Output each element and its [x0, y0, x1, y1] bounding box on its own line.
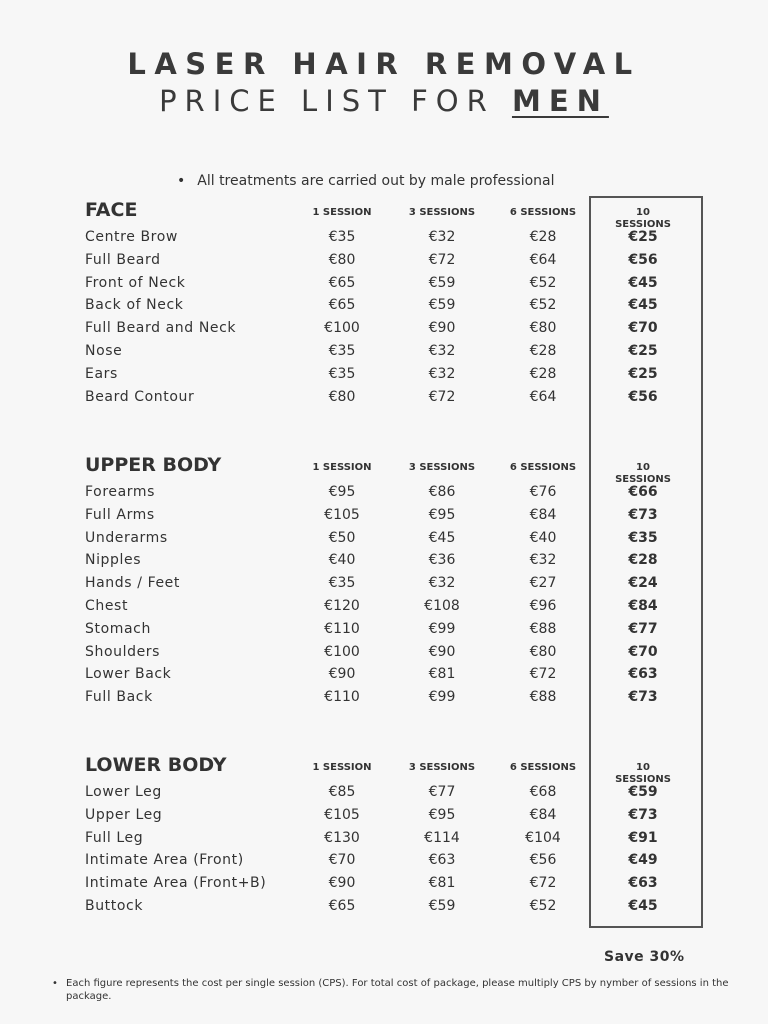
price-1-session: €35 — [328, 575, 356, 592]
price-6-sessions: €72 — [529, 666, 557, 683]
price-3-sessions: €32 — [428, 229, 456, 245]
price-6-sessions: €27 — [529, 575, 557, 592]
footnote-text: Each figure represents the cost per single session (CPS). For total cost of package, please multiply CPS by nymber of sessions in the package. — [66, 978, 729, 1002]
treatment-name: Back of Neck — [85, 297, 184, 314]
price-6-sessions: €76 — [529, 484, 557, 500]
subtitle-prefix: PRICE LIST FOR — [159, 84, 512, 118]
price-row — [0, 507, 768, 529]
column-header — [498, 762, 588, 773]
save-note: Save 30% — [604, 949, 685, 965]
treatment-name: Forearms — [85, 484, 156, 500]
price-row — [0, 621, 768, 643]
footnote — [52, 977, 732, 1003]
page-title: LASER HAIR REMOVAL — [127, 47, 641, 81]
treatment-name: Hands / Feet — [85, 575, 180, 592]
price-row — [0, 297, 768, 319]
column-header — [603, 207, 683, 231]
price-10-sessions: €56 — [628, 251, 658, 268]
price-3-sessions: €72 — [428, 251, 456, 268]
price-10-sessions: €45 — [628, 274, 658, 291]
price-1-session: €105 — [324, 506, 360, 523]
price-10-sessions: €73 — [628, 689, 658, 706]
price-3-sessions: €114 — [424, 829, 460, 846]
price-1-session: €80 — [328, 251, 356, 268]
price-6-sessions: €80 — [529, 643, 557, 660]
column-header — [397, 762, 487, 773]
price-10-sessions: €91 — [628, 829, 658, 846]
treatment-name: Shoulders — [85, 643, 161, 660]
price-row — [0, 229, 768, 251]
price-10-sessions: €25 — [628, 343, 658, 359]
column-header-label: 10 — [636, 762, 650, 773]
treatment-name: Beard Contour — [85, 388, 195, 405]
price-row — [0, 875, 768, 897]
price-3-sessions: €32 — [428, 365, 456, 382]
treatment-name: Lower Leg — [85, 784, 162, 800]
price-3-sessions: €90 — [428, 643, 456, 660]
price-3-sessions: €95 — [428, 506, 456, 523]
section-title: FACE — [85, 199, 138, 221]
column-header — [498, 207, 588, 218]
price-6-sessions: €84 — [529, 806, 557, 823]
price-6-sessions: €80 — [529, 320, 557, 337]
price-1-session: €120 — [324, 598, 360, 614]
price-6-sessions: €88 — [529, 620, 557, 637]
price-1-session: €65 — [328, 274, 356, 291]
treatment-name: Upper Leg — [85, 806, 163, 823]
price-10-sessions: €28 — [628, 552, 658, 569]
price-10-sessions: €63 — [628, 875, 658, 892]
column-header-label: SESSIONS — [615, 219, 671, 230]
treatment-name: Intimate Area (Front) — [85, 852, 244, 869]
price-1-session: €110 — [324, 689, 360, 706]
column-header-label: 6 SESSIONS — [509, 762, 577, 773]
price-6-sessions: €104 — [525, 829, 561, 846]
column-header-label: 6 SESSIONS — [509, 462, 577, 473]
price-6-sessions: €32 — [529, 552, 557, 569]
price-10-sessions: €59 — [628, 784, 658, 800]
price-10-sessions: €84 — [628, 598, 658, 614]
price-6-sessions: €28 — [529, 229, 557, 245]
price-10-sessions: €73 — [628, 806, 658, 823]
price-3-sessions: €59 — [428, 898, 456, 914]
price-10-sessions: €63 — [628, 666, 658, 683]
price-10-sessions: €24 — [628, 575, 658, 592]
price-1-session: €105 — [324, 806, 360, 823]
price-1-session: €130 — [324, 829, 360, 846]
column-header-label: SESSIONS — [615, 474, 671, 485]
section-title: LOWER BODY — [85, 754, 227, 776]
treatment-name: Full Arms — [85, 506, 155, 523]
price-10-sessions: €56 — [628, 388, 658, 405]
price-row — [0, 644, 768, 666]
price-3-sessions: €81 — [428, 875, 456, 892]
column-header-label: 10 — [636, 462, 650, 473]
price-10-sessions: €49 — [628, 852, 658, 869]
treatment-name: Nipples — [85, 552, 142, 569]
price-6-sessions: €88 — [529, 689, 557, 706]
price-3-sessions: €81 — [428, 666, 456, 683]
price-row — [0, 389, 768, 411]
price-1-session: €35 — [328, 365, 356, 382]
price-row — [0, 784, 768, 806]
treatment-name: Full Beard — [85, 251, 161, 268]
price-6-sessions: €84 — [529, 506, 557, 523]
price-3-sessions: €72 — [428, 388, 456, 405]
price-6-sessions: €64 — [529, 388, 557, 405]
price-1-session: €100 — [324, 320, 360, 337]
price-1-session: €80 — [328, 388, 356, 405]
price-3-sessions: €77 — [428, 784, 456, 800]
treatment-name: Chest — [85, 598, 129, 614]
price-10-sessions: €70 — [628, 643, 658, 660]
treatment-name: Centre Brow — [85, 229, 178, 245]
bullet-icon: • — [177, 173, 186, 189]
price-10-sessions: €35 — [628, 529, 658, 546]
professional-note-text: All treatments are carried out by male professional — [197, 173, 555, 189]
price-row — [0, 689, 768, 711]
column-header — [302, 462, 382, 473]
price-6-sessions: €28 — [529, 343, 557, 359]
price-1-session: €100 — [324, 643, 360, 660]
column-header — [397, 207, 487, 218]
column-header — [603, 462, 683, 486]
column-header-label: 3 SESSIONS — [408, 207, 476, 218]
treatment-name: Front of Neck — [85, 274, 186, 291]
price-6-sessions: €52 — [529, 274, 557, 291]
price-3-sessions: €86 — [428, 484, 456, 500]
price-3-sessions: €59 — [428, 297, 456, 314]
price-1-session: €70 — [328, 852, 356, 869]
price-10-sessions: €25 — [628, 365, 658, 382]
price-1-session: €40 — [328, 552, 356, 569]
column-header-label: 10 — [636, 207, 650, 218]
price-row — [0, 484, 768, 506]
price-1-session: €85 — [328, 784, 356, 800]
price-3-sessions: €32 — [428, 575, 456, 592]
price-6-sessions: €40 — [529, 529, 557, 546]
price-10-sessions: €66 — [628, 484, 658, 500]
column-header-label: 3 SESSIONS — [408, 462, 476, 473]
section-title: UPPER BODY — [85, 454, 222, 476]
price-1-session: €35 — [328, 229, 356, 245]
price-row — [0, 343, 768, 365]
price-6-sessions: €68 — [529, 784, 557, 800]
price-1-session: €95 — [328, 484, 356, 500]
treatment-name: Stomach — [85, 620, 151, 637]
price-10-sessions: €77 — [628, 620, 658, 637]
treatment-name: Ears — [85, 365, 118, 382]
price-3-sessions: €99 — [428, 689, 456, 706]
price-1-session: €90 — [328, 666, 356, 683]
price-6-sessions: €28 — [529, 365, 557, 382]
price-10-sessions: €25 — [628, 229, 658, 245]
column-header-label: 6 SESSIONS — [509, 207, 577, 218]
price-6-sessions: €56 — [529, 852, 557, 869]
price-6-sessions: €96 — [529, 598, 557, 614]
price-row — [0, 275, 768, 297]
price-row — [0, 320, 768, 342]
treatment-name: Intimate Area (Front+B) — [85, 875, 267, 892]
price-1-session: €110 — [324, 620, 360, 637]
page-subtitle — [0, 84, 768, 118]
price-3-sessions: €99 — [428, 620, 456, 637]
price-1-session: €65 — [328, 297, 356, 314]
column-header — [603, 762, 683, 786]
column-header-label: 1 SESSION — [312, 207, 372, 218]
price-row — [0, 552, 768, 574]
treatment-name: Underarms — [85, 529, 168, 546]
column-header-label: SESSIONS — [615, 774, 671, 785]
price-3-sessions: €63 — [428, 852, 456, 869]
price-1-session: €35 — [328, 343, 356, 359]
treatment-name: Lower Back — [85, 666, 172, 683]
price-10-sessions: €45 — [628, 898, 658, 914]
price-10-sessions: €45 — [628, 297, 658, 314]
price-10-sessions: €70 — [628, 320, 658, 337]
professional-note — [177, 173, 555, 189]
price-3-sessions: €36 — [428, 552, 456, 569]
price-row — [0, 898, 768, 920]
column-header-label: 1 SESSION — [312, 462, 372, 473]
price-6-sessions: €72 — [529, 875, 557, 892]
price-10-sessions: €73 — [628, 506, 658, 523]
bullet-icon: • — [52, 978, 58, 989]
price-row — [0, 575, 768, 597]
price-3-sessions: €108 — [424, 598, 460, 614]
column-header-label: 1 SESSION — [312, 762, 372, 773]
price-1-session: €65 — [328, 898, 356, 914]
treatment-name: Full Leg — [85, 829, 144, 846]
price-6-sessions: €52 — [529, 297, 557, 314]
subtitle-emphasis: MEN — [511, 84, 609, 118]
price-6-sessions: €64 — [529, 251, 557, 268]
treatment-name: Buttock — [85, 898, 144, 914]
treatment-name: Full Back — [85, 689, 153, 706]
price-6-sessions: €52 — [529, 898, 557, 914]
price-row — [0, 830, 768, 852]
column-header — [302, 207, 382, 218]
treatment-name: Nose — [85, 343, 123, 359]
price-3-sessions: €90 — [428, 320, 456, 337]
price-row — [0, 252, 768, 274]
price-row — [0, 852, 768, 874]
column-header — [397, 462, 487, 473]
column-header — [302, 762, 382, 773]
column-header-label: 3 SESSIONS — [408, 762, 476, 773]
price-1-session: €50 — [328, 529, 356, 546]
price-3-sessions: €59 — [428, 274, 456, 291]
price-3-sessions: €32 — [428, 343, 456, 359]
treatment-name: Full Beard and Neck — [85, 320, 237, 337]
price-1-session: €90 — [328, 875, 356, 892]
price-row — [0, 366, 768, 388]
price-3-sessions: €45 — [428, 529, 456, 546]
price-row — [0, 530, 768, 552]
column-header — [498, 462, 588, 473]
price-row — [0, 598, 768, 620]
price-3-sessions: €95 — [428, 806, 456, 823]
price-row — [0, 666, 768, 688]
price-row — [0, 807, 768, 829]
